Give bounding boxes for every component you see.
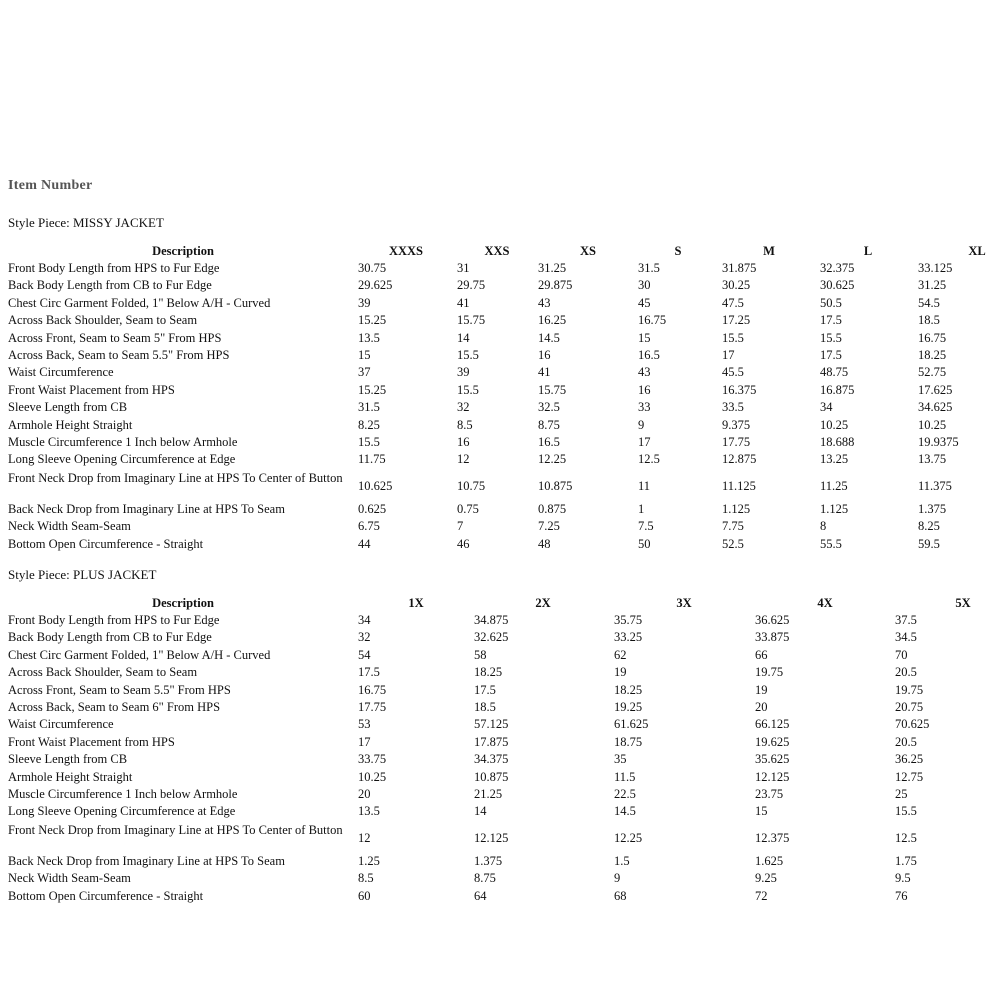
row-description: Front Body Length from HPS to Fur Edge bbox=[8, 261, 220, 275]
measurement-value: 44 bbox=[358, 536, 371, 551]
row-description: Across Front, Seam to Seam 5" From HPS bbox=[8, 330, 222, 345]
measurement-value: 15.75 bbox=[457, 313, 486, 328]
measurement-value: 19 bbox=[755, 682, 768, 697]
measurement-value: 1.5 bbox=[614, 853, 630, 868]
column-header-description: Description bbox=[152, 244, 214, 258]
measurement-value: 6.75 bbox=[358, 519, 380, 534]
measurement-value: 29.875 bbox=[538, 278, 573, 293]
measurement-value: 34.375 bbox=[474, 752, 509, 767]
row-description: Muscle Circumference 1 Inch below Armhole bbox=[8, 435, 238, 449]
measurement-value: 48 bbox=[538, 536, 551, 551]
measurement-value: 30.75 bbox=[358, 261, 387, 275]
row-description: Long Sleeve Opening Circumference at Edge bbox=[8, 804, 236, 819]
measurement-value: 18.5 bbox=[918, 313, 940, 328]
row-description: Neck Width Seam-Seam bbox=[8, 519, 131, 534]
measurement-value: 14.5 bbox=[538, 330, 560, 345]
table-row bbox=[0, 277, 1000, 294]
measurement-value: 31.5 bbox=[638, 261, 660, 275]
measurement-value: 64 bbox=[474, 888, 487, 903]
measurement-value: 15.25 bbox=[358, 382, 387, 397]
column-header-size: XXXS bbox=[388, 244, 424, 258]
measurement-value: 54 bbox=[358, 647, 371, 662]
measurement-value: 17.5 bbox=[820, 348, 842, 362]
table-row bbox=[0, 664, 1000, 681]
row-description: Back Neck Drop from Imaginary Line at HPS To Seam bbox=[8, 501, 285, 516]
measurement-value: 36.25 bbox=[895, 752, 924, 767]
measurement-value: 36.625 bbox=[755, 613, 790, 627]
measurement-value: 10.875 bbox=[474, 769, 509, 784]
measurement-value: 53 bbox=[358, 717, 371, 732]
column-header-size: XL bbox=[968, 244, 986, 258]
measurement-value: 15 bbox=[638, 330, 651, 345]
measurement-value: 25 bbox=[895, 787, 908, 801]
measurement-value: 10.75 bbox=[457, 478, 486, 493]
measurement-value: 68 bbox=[614, 888, 627, 903]
table-row bbox=[0, 399, 1000, 416]
measurement-value: 12.875 bbox=[722, 452, 757, 467]
table-row bbox=[0, 364, 1000, 381]
measurement-value: 9.25 bbox=[755, 871, 777, 886]
measurement-value: 76 bbox=[895, 888, 908, 903]
measurement-value: 62 bbox=[614, 647, 627, 662]
measurement-value: 57.125 bbox=[474, 717, 509, 732]
table-row bbox=[0, 629, 1000, 646]
measurement-value: 9 bbox=[614, 871, 621, 886]
measurement-value: 16 bbox=[638, 382, 651, 397]
table-row bbox=[0, 716, 1000, 733]
measurement-value: 37.5 bbox=[895, 613, 917, 627]
measurement-value: 8.25 bbox=[358, 417, 380, 432]
table-row bbox=[0, 260, 1000, 277]
measurement-value: 47.5 bbox=[722, 295, 744, 310]
measurement-value: 43 bbox=[538, 295, 551, 310]
measurement-value: 70 bbox=[895, 647, 908, 662]
measurement-value: 33 bbox=[638, 400, 651, 415]
measurement-value: 13.5 bbox=[358, 804, 380, 819]
measurement-value: 72 bbox=[755, 888, 768, 903]
measurement-value: 17.5 bbox=[820, 313, 842, 328]
measurement-value: 70.625 bbox=[895, 717, 930, 732]
measurement-value: 13.75 bbox=[918, 452, 947, 467]
measurement-value: 16.5 bbox=[638, 348, 660, 362]
measurement-value: 20 bbox=[358, 787, 371, 801]
measurement-value: 8.75 bbox=[474, 871, 496, 886]
row-description: Sleeve Length from CB bbox=[8, 752, 128, 767]
measurement-value: 8 bbox=[820, 519, 827, 534]
table-row bbox=[0, 769, 1000, 786]
measurement-value: 60 bbox=[358, 888, 371, 903]
measurement-value: 1.75 bbox=[895, 853, 917, 868]
measurement-value: 1.625 bbox=[755, 853, 784, 868]
item-number-heading: Item Number bbox=[8, 178, 93, 193]
measurement-value: 7.5 bbox=[638, 519, 654, 534]
column-header-size: 1X bbox=[408, 596, 424, 610]
measurement-value: 10.25 bbox=[820, 417, 849, 432]
measurement-value: 17 bbox=[722, 348, 735, 362]
measurement-value: 13.5 bbox=[358, 330, 380, 345]
measurement-value: 11.75 bbox=[358, 452, 386, 467]
table-row bbox=[0, 501, 1000, 518]
measurement-value: 18.75 bbox=[614, 734, 643, 749]
measurement-value: 32.5 bbox=[538, 400, 560, 415]
measurement-value: 11 bbox=[638, 478, 651, 493]
measurement-value: 31.25 bbox=[538, 261, 567, 275]
table-row bbox=[0, 612, 1000, 629]
measurement-value: 17.5 bbox=[474, 682, 496, 697]
measurement-value: 13.25 bbox=[820, 452, 849, 467]
measurement-value: 1.125 bbox=[820, 501, 849, 516]
measurement-value: 39 bbox=[358, 295, 371, 310]
measurement-value: 0.75 bbox=[457, 501, 479, 516]
measurement-value: 33.125 bbox=[918, 261, 953, 275]
measurement-value: 17 bbox=[638, 435, 651, 449]
measurement-value: 10.25 bbox=[918, 417, 947, 432]
measurement-value: 8.75 bbox=[538, 417, 560, 432]
measurement-value: 33.5 bbox=[722, 400, 744, 415]
measurement-value: 12.5 bbox=[895, 830, 917, 845]
measurement-value: 12 bbox=[358, 830, 371, 845]
row-description: Across Back, Seam to Seam 6" From HPS bbox=[8, 700, 221, 714]
measurement-value: 7.25 bbox=[538, 519, 560, 534]
measurement-value: 35.75 bbox=[614, 613, 643, 627]
measurement-value: 23.75 bbox=[755, 787, 784, 801]
measurement-value: 15.25 bbox=[358, 313, 387, 328]
measurement-value: 10.625 bbox=[358, 478, 393, 493]
measurement-value: 12.125 bbox=[474, 830, 509, 845]
column-header-size: XS bbox=[580, 244, 596, 258]
table-row bbox=[0, 786, 1000, 803]
column-header-size: M bbox=[763, 244, 775, 258]
measurement-value: 15.5 bbox=[895, 804, 917, 819]
row-description: Armhole Height Straight bbox=[8, 769, 133, 784]
measurement-value: 52.75 bbox=[918, 365, 947, 380]
measurement-value: 16.75 bbox=[358, 682, 387, 697]
measurement-value: 22.5 bbox=[614, 787, 636, 801]
measurement-value: 17.75 bbox=[722, 435, 751, 449]
measurement-value: 19 bbox=[614, 665, 627, 680]
measurement-value: 11.375 bbox=[918, 478, 952, 493]
measurement-value: 50 bbox=[638, 536, 651, 551]
measurement-value: 33.875 bbox=[755, 630, 790, 645]
measurement-value: 9.5 bbox=[895, 871, 911, 886]
measurement-value: 58 bbox=[474, 647, 487, 662]
row-description: Across Front, Seam to Seam 5.5" From HPS bbox=[8, 682, 231, 697]
measurement-value: 34.625 bbox=[918, 400, 953, 415]
measurement-value: 30.25 bbox=[722, 278, 751, 293]
measurement-value: 50.5 bbox=[820, 295, 842, 310]
measurement-value: 18.25 bbox=[918, 348, 947, 362]
measurement-value: 15.5 bbox=[457, 348, 479, 362]
table-row bbox=[0, 434, 1000, 451]
measurement-value: 9.375 bbox=[722, 417, 751, 432]
measurement-value: 20.75 bbox=[895, 700, 924, 714]
measurement-value: 17.5 bbox=[358, 665, 380, 680]
row-description: Front Waist Placement from HPS bbox=[8, 382, 175, 397]
row-description: Front Neck Drop from Imaginary Line at HPS To Center of Button bbox=[8, 470, 343, 485]
plus-header-row bbox=[0, 595, 1000, 612]
measurement-value: 12.25 bbox=[538, 452, 567, 467]
measurement-value: 8.5 bbox=[358, 871, 374, 886]
table-row bbox=[0, 469, 1000, 503]
row-description: Armhole Height Straight bbox=[8, 417, 133, 432]
measurement-value: 1.125 bbox=[722, 501, 751, 516]
measurement-value: 32 bbox=[457, 400, 470, 415]
measurement-value: 31.875 bbox=[722, 261, 757, 275]
table-row bbox=[0, 751, 1000, 768]
row-description: Muscle Circumference 1 Inch below Armhole bbox=[8, 787, 238, 801]
column-header-size: XXS bbox=[484, 244, 510, 258]
measurement-value: 41 bbox=[457, 295, 470, 310]
measurement-value: 19.9375 bbox=[918, 435, 959, 449]
measurement-value: 18.25 bbox=[474, 665, 503, 680]
row-description: Back Neck Drop from Imaginary Line at HPS To Seam bbox=[8, 853, 285, 868]
measurement-value: 21.25 bbox=[474, 787, 503, 801]
measurement-value: 66.125 bbox=[755, 717, 790, 732]
measurement-value: 31 bbox=[457, 261, 470, 275]
missy-style-label: Style Piece: MISSY JACKET bbox=[8, 215, 164, 230]
measurement-value: 0.625 bbox=[358, 501, 387, 516]
table-row bbox=[0, 330, 1000, 347]
measurement-value: 37 bbox=[358, 365, 371, 380]
table-row bbox=[0, 821, 1000, 855]
measurement-value: 33.25 bbox=[614, 630, 643, 645]
measurement-value: 12.25 bbox=[614, 830, 643, 845]
row-description: Bottom Open Circumference - Straight bbox=[8, 536, 204, 551]
missy-header-row bbox=[0, 243, 1000, 260]
measurement-value: 8.25 bbox=[918, 519, 940, 534]
row-description: Chest Circ Garment Folded, 1" Below A/H - Curved bbox=[8, 295, 271, 310]
row-description: Across Back Shoulder, Seam to Seam bbox=[8, 665, 198, 680]
measurement-value: 66 bbox=[755, 647, 768, 662]
table-row bbox=[0, 734, 1000, 751]
measurement-value: 52.5 bbox=[722, 536, 744, 551]
measurement-value: 43 bbox=[638, 365, 651, 380]
column-header-size: 5X bbox=[955, 596, 971, 610]
measurement-value: 32.375 bbox=[820, 261, 855, 275]
row-description: Sleeve Length from CB bbox=[8, 400, 128, 415]
measurement-value: 61.625 bbox=[614, 717, 649, 732]
measurement-value: 9 bbox=[638, 417, 645, 432]
measurement-value: 8.5 bbox=[457, 417, 473, 432]
measurement-value: 15.75 bbox=[538, 382, 567, 397]
measurement-value: 15 bbox=[755, 804, 768, 819]
measurement-value: 14 bbox=[457, 330, 470, 345]
measurement-value: 41 bbox=[538, 365, 551, 380]
measurement-value: 15.5 bbox=[358, 435, 380, 449]
measurement-value: 18.688 bbox=[820, 435, 855, 449]
row-description: Back Body Length from CB to Fur Edge bbox=[8, 278, 212, 293]
column-header-size: 4X bbox=[817, 596, 833, 610]
measurement-value: 11.125 bbox=[722, 478, 756, 493]
measurement-value: 29.75 bbox=[457, 278, 486, 293]
measurement-value: 16.75 bbox=[918, 330, 947, 345]
table-row bbox=[0, 853, 1000, 870]
table-row bbox=[0, 451, 1000, 468]
measurement-value: 45 bbox=[638, 295, 651, 310]
measurement-value: 12.5 bbox=[638, 452, 660, 467]
measurement-value: 17.25 bbox=[722, 313, 751, 328]
table-row bbox=[0, 803, 1000, 820]
measurement-value: 11.25 bbox=[820, 478, 848, 493]
table-row bbox=[0, 347, 1000, 364]
measurement-value: 10.25 bbox=[358, 769, 387, 784]
measurement-value: 16 bbox=[457, 435, 470, 449]
measurement-value: 7 bbox=[457, 519, 464, 534]
table-row bbox=[0, 647, 1000, 664]
measurement-value: 20.5 bbox=[895, 665, 917, 680]
measurement-value: 31.25 bbox=[918, 278, 947, 293]
measurement-value: 15.5 bbox=[722, 330, 744, 345]
measurement-value: 59.5 bbox=[918, 536, 940, 551]
row-description: Waist Circumference bbox=[8, 717, 114, 732]
measurement-value: 39 bbox=[457, 365, 470, 380]
measurement-value: 30 bbox=[638, 278, 651, 293]
measurement-value: 15.5 bbox=[457, 382, 479, 397]
row-description: Across Back Shoulder, Seam to Seam bbox=[8, 313, 198, 328]
measurement-value: 1.25 bbox=[358, 853, 380, 868]
table-row bbox=[0, 699, 1000, 716]
row-description: Back Body Length from CB to Fur Edge bbox=[8, 630, 212, 645]
measurement-value: 16.25 bbox=[538, 313, 567, 328]
row-description: Across Back, Seam to Seam 5.5" From HPS bbox=[8, 348, 230, 362]
measurement-value: 34.875 bbox=[474, 613, 509, 627]
row-description: Front Neck Drop from Imaginary Line at HPS To Center of Button bbox=[8, 822, 343, 837]
table-row bbox=[0, 417, 1000, 434]
measurement-value: 7.75 bbox=[722, 519, 744, 534]
column-header-size: 3X bbox=[676, 596, 692, 610]
table-row bbox=[0, 312, 1000, 329]
row-description: Front Waist Placement from HPS bbox=[8, 734, 175, 749]
table-row bbox=[0, 682, 1000, 699]
measurement-value: 19.625 bbox=[755, 734, 790, 749]
measurement-value: 30.625 bbox=[820, 278, 855, 293]
measurement-value: 33.75 bbox=[358, 752, 387, 767]
measurement-value: 34 bbox=[358, 613, 371, 627]
measurement-value: 15 bbox=[358, 348, 371, 362]
measurement-value: 35 bbox=[614, 752, 627, 767]
measurement-value: 46 bbox=[457, 536, 470, 551]
measurement-value: 12.125 bbox=[755, 769, 790, 784]
measurement-value: 17.75 bbox=[358, 700, 387, 714]
measurement-value: 31.5 bbox=[358, 400, 380, 415]
measurement-value: 16.875 bbox=[820, 382, 855, 397]
measurement-value: 34 bbox=[820, 400, 833, 415]
measurement-value: 32 bbox=[358, 630, 371, 645]
measurement-value: 20.5 bbox=[895, 734, 917, 749]
measurement-value: 19.75 bbox=[895, 682, 924, 697]
measurement-value: 16 bbox=[538, 348, 551, 362]
measurement-value: 14.5 bbox=[614, 804, 636, 819]
row-description: Waist Circumference bbox=[8, 365, 114, 380]
table-row bbox=[0, 295, 1000, 312]
table-row bbox=[0, 536, 1000, 553]
measurement-value: 20 bbox=[755, 700, 768, 714]
measurement-value: 32.625 bbox=[474, 630, 509, 645]
table-row bbox=[0, 382, 1000, 399]
measurement-value: 17 bbox=[358, 734, 371, 749]
column-header-size: S bbox=[674, 244, 682, 258]
measurement-value: 34.5 bbox=[895, 630, 917, 645]
measurement-value: 17.875 bbox=[474, 734, 509, 749]
measurement-value: 16.5 bbox=[538, 435, 560, 449]
measurement-value: 45.5 bbox=[722, 365, 744, 380]
table-row bbox=[0, 870, 1000, 887]
measurement-value: 18.25 bbox=[614, 682, 643, 697]
measurement-value: 1.375 bbox=[918, 501, 947, 516]
measurement-value: 1 bbox=[638, 501, 645, 516]
table-row bbox=[0, 888, 1000, 905]
row-description: Front Body Length from HPS to Fur Edge bbox=[8, 613, 220, 627]
measurement-value: 12.75 bbox=[895, 769, 924, 784]
column-header-size: 2X bbox=[535, 596, 551, 610]
measurement-value: 54.5 bbox=[918, 295, 940, 310]
measurement-value: 29.625 bbox=[358, 278, 393, 293]
plus-style-label: Style Piece: PLUS JACKET bbox=[8, 567, 157, 582]
table-row bbox=[0, 518, 1000, 535]
measurement-value: 17.625 bbox=[918, 382, 953, 397]
row-description: Neck Width Seam-Seam bbox=[8, 871, 131, 886]
column-header-size: L bbox=[863, 244, 873, 258]
measurement-value: 55.5 bbox=[820, 536, 842, 551]
measurement-value: 19.25 bbox=[614, 700, 643, 714]
row-description: Long Sleeve Opening Circumference at Edge bbox=[8, 452, 236, 467]
measurement-value: 18.5 bbox=[474, 700, 496, 714]
measurement-value: 1.375 bbox=[474, 853, 503, 868]
measurement-value: 11.5 bbox=[614, 769, 636, 784]
measurement-value: 16.75 bbox=[638, 313, 667, 328]
measurement-value: 15.5 bbox=[820, 330, 842, 345]
row-description: Chest Circ Garment Folded, 1" Below A/H - Curved bbox=[8, 647, 271, 662]
measurement-value: 14 bbox=[474, 804, 487, 819]
column-header-description: Description bbox=[152, 596, 214, 610]
measurement-value: 19.75 bbox=[755, 665, 784, 680]
measurement-value: 35.625 bbox=[755, 752, 790, 767]
measurement-value: 12.375 bbox=[755, 830, 790, 845]
measurement-value: 48.75 bbox=[820, 365, 849, 380]
measurement-value: 0.875 bbox=[538, 501, 567, 516]
measurement-value: 10.875 bbox=[538, 478, 573, 493]
row-description: Bottom Open Circumference - Straight bbox=[8, 888, 204, 903]
measurement-value: 12 bbox=[457, 452, 470, 467]
measurement-value: 16.375 bbox=[722, 382, 757, 397]
